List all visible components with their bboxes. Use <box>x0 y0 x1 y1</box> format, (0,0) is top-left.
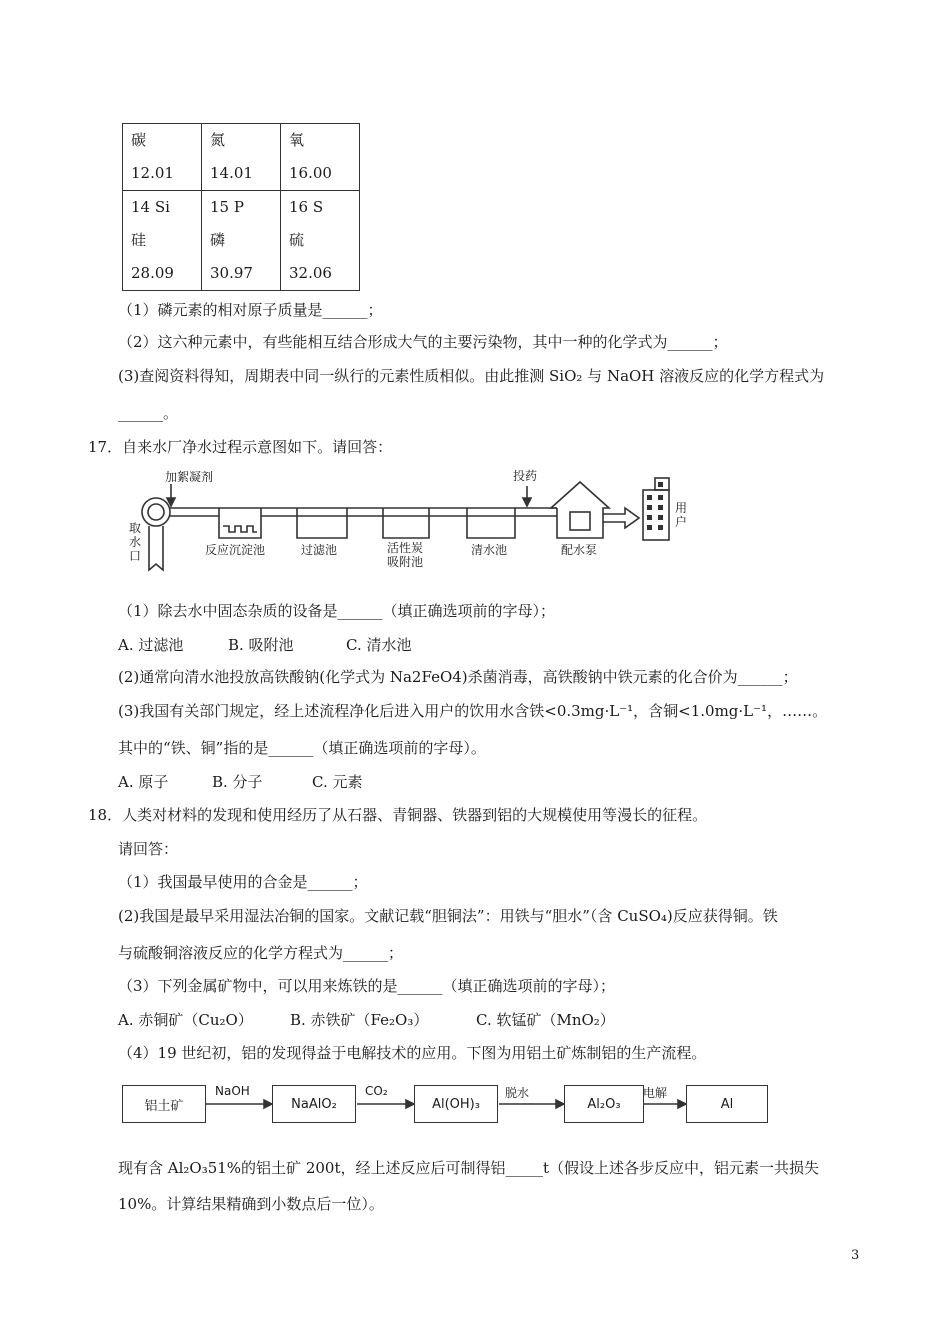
flow-label-electrolysis: 电解 <box>643 1086 668 1100</box>
q18-part3-option-b: B. 赤铁矿（Fe₂O₃） <box>290 1011 429 1029</box>
flow-label-naoh: NaOH <box>215 1084 250 1098</box>
label-carbon-2: 吸附池 <box>387 555 424 569</box>
table-row <box>123 124 360 191</box>
q18-part3: （3）下列金属矿物中，可以用来炼铁的是______（填正确选项前的字母）； <box>118 977 616 995</box>
element-number: 14 Si <box>131 198 170 216</box>
cell-phosphorus <box>202 191 281 291</box>
q16-part2: （2）这六种元素中，有些能相互结合形成大气的主要污染物，其中一种的化学式为______； <box>118 333 728 351</box>
outlet-arrow-icon <box>603 508 639 528</box>
label-clear-water: 清水池 <box>471 543 508 557</box>
q18-stem: 18．人类对材料的发现和使用经历了从石器、青铜器、铁器到铝的大规模使用等漫长的征程。 <box>88 806 708 824</box>
label-filter: 过滤池 <box>301 543 338 557</box>
table-row <box>123 191 360 291</box>
q17-part3-option-a: A. 原子 <box>118 773 169 791</box>
label-pump: 配水泵 <box>561 543 598 557</box>
element-name: 硫 <box>289 231 305 249</box>
q16-part1: （1）磷元素的相对原子质量是______； <box>118 301 383 319</box>
q18-part3-option-a: A. 赤铜矿（Cu₂O） <box>118 1011 253 1029</box>
flow-label-dehydrate: 脱水 <box>505 1086 530 1100</box>
intake-arrow-icon <box>149 526 163 570</box>
q18-part4-question: 现有含 Al₂O₃51%的铝土矿 200t，经上述反应后可制得铝_____t（假设上述各步反应中，铝元素一共损失 <box>118 1159 820 1177</box>
flow-box-aloh3: Al(OH)₃ <box>414 1085 498 1123</box>
element-mass: 16.00 <box>289 164 332 182</box>
q17-part1-option-b: B. 吸附池 <box>228 636 294 654</box>
label-intake-3: 口 <box>129 549 142 563</box>
building-icon <box>643 490 669 540</box>
filter-tank-icon <box>297 508 347 538</box>
element-name: 氧 <box>289 131 305 149</box>
element-name: 氮 <box>210 131 226 149</box>
q18-part3-option-c: C. 软锰矿（MnO₂） <box>476 1011 615 1029</box>
q18-part4-question-b: 10%。计算结果精确到小数点后一位）。 <box>118 1195 384 1213</box>
q17-part3-b: 其中的“铁、铜”指的是______（填正确选项前的字母）。 <box>118 739 486 757</box>
element-name: 磷 <box>210 231 226 249</box>
element-name: 硅 <box>131 231 147 249</box>
sedimentation-tank-icon <box>219 508 261 538</box>
q18-part2-b: 与硫酸铜溶液反应的化学方程式为______； <box>118 944 404 962</box>
element-name: 碳 <box>131 131 147 149</box>
flow-label-co2: CO₂ <box>365 1084 388 1098</box>
label-dosing: 投药 <box>513 469 538 483</box>
cell-silicon <box>123 191 202 291</box>
element-mass: 12.01 <box>131 164 174 182</box>
label-intake-1: 取 <box>129 521 142 535</box>
element-table <box>122 123 360 291</box>
clear-water-tank-icon <box>467 508 515 538</box>
label-user-2: 户 <box>675 515 688 529</box>
q18-part4: （4）19 世纪初，铝的发现得益于电解技术的应用。下图为用铝土矿炼制铝的生产流程。 <box>118 1044 707 1062</box>
cell-sulfur <box>281 191 360 291</box>
q17-part3-option-b: B. 分子 <box>212 773 263 791</box>
label-carbon-1: 活性炭 <box>387 541 424 555</box>
label-user-1: 用 <box>675 501 688 515</box>
carbon-tank-icon <box>383 508 429 538</box>
flow-box-bauxite: 铝土矿 <box>122 1085 206 1123</box>
cell-carbon <box>123 124 202 191</box>
q17-part1-option-c: C. 清水池 <box>346 636 412 654</box>
element-mass: 32.06 <box>289 264 332 282</box>
page-number: 3 <box>851 1248 860 1263</box>
label-sedimentation: 反应沉淀池 <box>205 543 266 557</box>
element-number: 16 S <box>289 198 324 216</box>
element-mass: 14.01 <box>210 164 253 182</box>
q17-stem: 17．自来水厂净水过程示意图如下。请回答： <box>88 438 393 456</box>
cell-oxygen <box>281 124 360 191</box>
label-intake-2: 水 <box>129 535 142 549</box>
flow-box-naalo2: NaAlO₂ <box>272 1085 356 1123</box>
q18-ask: 请回答： <box>118 840 179 858</box>
water-treatment-diagram <box>125 462 705 580</box>
q17-part2: (2)通常向清水池投放高铁酸钠(化学式为 Na2FeO4)杀菌消毒，高铁酸钠中铁元素的化合价为______； <box>118 668 798 686</box>
q18-part1: （1）我国最早使用的合金是______； <box>118 873 368 891</box>
element-mass: 30.97 <box>210 264 253 282</box>
q16-part3-answer: ______。 <box>118 404 179 422</box>
cell-nitrogen <box>202 124 281 191</box>
q16-part3: (3)查阅资料得知，周期表中同一纵行的元素性质相似。由此推测 SiO₂ 与 NaOH 溶液反应的化学方程式为 <box>118 367 825 385</box>
q17-part1: （1）除去水中固态杂质的设备是______（填正确选项前的字母）； <box>118 602 556 620</box>
label-coagulant: 加絮凝剂 <box>165 470 214 484</box>
element-number: 15 P <box>210 198 244 216</box>
flow-box-al2o3: Al₂O₃ <box>564 1085 644 1123</box>
element-mass: 28.09 <box>131 264 174 282</box>
q17-part3-option-c: C. 元素 <box>312 773 363 791</box>
flow-box-al: Al <box>686 1085 768 1123</box>
q18-part2: (2)我国是最早采用湿法冶铜的国家。文献记载“胆铜法”：用铁与“胆水”（含 CuSO₄)反应获得铜。铁 <box>118 907 778 925</box>
q17-part1-option-a: A. 过滤池 <box>118 636 184 654</box>
intake-pipe-icon <box>142 498 170 526</box>
q17-part3: (3)我国有关部门规定，经上述流程净化后进入用户的饮用水含铁<0.3mg·L⁻¹，含铜<1.0mg·L⁻¹，……。 <box>118 702 828 720</box>
